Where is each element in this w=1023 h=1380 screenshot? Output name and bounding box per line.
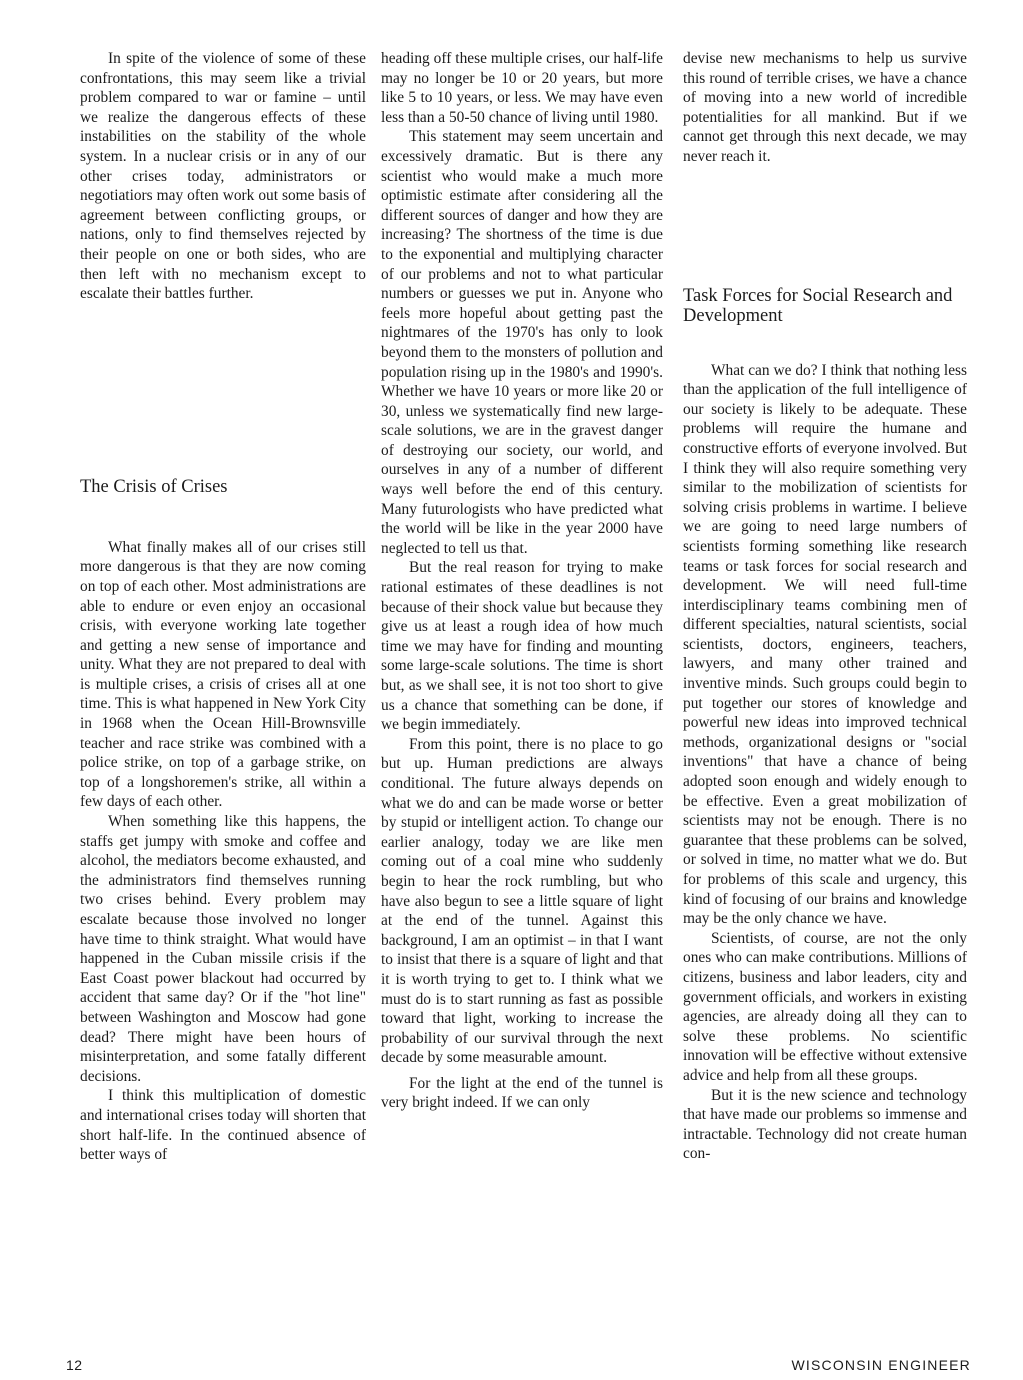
article-column-1 [80, 49, 366, 1165]
section-heading-task-forces: Task Forces for Social Research and Development [683, 285, 953, 326]
page-number: 12 [66, 1357, 83, 1373]
publication-name: WISCONSIN ENGINEER [791, 1357, 971, 1373]
body-paragraph: I think this multiplication of domestic and international crises today will shorten that short half-life. In the continued absence of better ways of [80, 1087, 366, 1164]
body-paragraph: When something like this happens, the staffs get jumpy with smoke and coffee and alcohol, the mediators become exhausted, and the administrators find themselves running two crises behind. Every problem may escalate because those involved no longer have time to think straight. What would have happened in the Cuban missile crisis if the East Coast power blackout had occurred by accident that same day? Or if the "hot line" between Washington and Moscow had gone dead? There might have been hours of misinterpretation, and some fatally different decisions. [80, 813, 366, 1085]
body-paragraph: heading off these multiple crises, our half-life may no longer be 10 or 20 years, but more like 5 to 10 years, or less. We may have even less than a 50-50 chance of living until 1980. [381, 50, 663, 126]
body-paragraph: Scientists, of course, are not the only ones who can make contributions. Millions of citizens, business and labor leaders, city and government officials, and workers in existing agencies, are already doing all they can to solve these problems. No scientific innovation will be effective without extensive advice and help from all these groups. [683, 929, 967, 1084]
body-paragraph: But the real reason for trying to make rational estimates of these deadlines is not because of their shock value but because they give us at least a rough idea of how much time we may have for finding and mounting some large-scale solutions. The time is short but, as we shall see, it is not too short to give us a chance that something can be done, if we begin immediately. [381, 559, 663, 734]
body-paragraph: In spite of the violence of some of these confrontations, this may seem like a trivial problem compared to war or famine – until we realize the dangerous effects of these instabilities on the stability of the whole system. In a nuclear crisis or in any of our other crises today, administrators or negotiatiors may often work out some basis of agreement between conflicting groups, or nations, only to find themselves rejected by their people on one or both sides, who are then left with no mechanism except to escalate their battles further. [80, 50, 366, 303]
article-column-3 [683, 49, 967, 1164]
body-paragraph: This statement may seem uncertain and excessively dramatic. But is there any scientist who would make a much more optimistic estimate after considering all the different sources of danger and how they are increasing? The shortness of the time is due to the exponential and multiplying character of our problems and not to what particular numbers or guesses we put in. Anyone who feels more hopeful about getting past the nightmares of the 1970's has only to look beyond them to the monsters of pollution and population rising up in the 1980's and 1990's. Whether we have 10 years or more like 20 or 30, unless we systematically find new large-scale solutions, we are in the gravest danger of destroying our society, our world, and ourselves in any of a number of different ways well before the end of this century. Many futurologists who have predicted what the world will be like in the year 2000 have neglected to tell us that. [381, 128, 663, 557]
body-paragraph: What finally makes all of our crises still more dangerous is that they are now coming on top of each other. Most administrations are able to endure or even enjoy an occasional crisis, with everyone working late together and getting a new sense of importance and unity. What they are not prepared to deal with is multiple crises, a crisis of crises all at one time. This is what happened in New York City in 1968 when the Ocean Hill-Brownsville teacher and race strike was combined with a police strike, on top of a garbage strike, on top of a longshoremen's strike, all within a few days of each other. [80, 538, 366, 811]
body-paragraph: What can we do? I think that nothing less than the application of the full intelligence of our society is likely to be adequate. These problems will require the humane and constructive efforts of everyone involved. But I think they will also require something very similar to the mobilization of scientists for solving crisis problems in wartime. I believe we are going to need large numbers of scientists forming something like research teams or task forces for social research and development. We will need full-time interdisciplinary teams combining men of different specialties, natural scientists, social scientists, doctors, engineers, teachers, lawyers, and many other trained and inventive minds. Such groups could begin to put together our stores of knowledge and powerful new ideas into improved technical methods, organizational designs or "social inventions" that have a chance of being adopted soon enough and widely enough to be effective. Even a great mobilization of scientists may not be enough. There is no guarantee that these problems can be solved, or solved in time, no matter what we do. But for problems of this scale and urgency, this kind of focusing of our brains and knowledge may be the only chance we have. [683, 361, 967, 928]
section-heading-crisis-of-crises: The Crisis of Crises [80, 476, 228, 497]
body-paragraph: But it is the new science and technology that have made our problems so immense and intractable. Technology did not create human con- [683, 1086, 967, 1163]
article-column-2 [381, 49, 663, 1113]
body-paragraph: devise new mechanisms to help us survive this round of terrible crises, we have a chance of moving into a new world of incredible potentialities for all mankind. But if we cannot get through this next decade, we may never reach it. [683, 50, 967, 165]
body-paragraph: For the light at the end of the tunnel is very bright indeed. If we can only [381, 1074, 663, 1112]
body-paragraph: From this point, there is no place to go but up. Human predictions are always conditional. The future always depends on what we do and can be made worse or better by stupid or intelligent action. To change our earlier analogy, today we are like men coming out of a coal mine who suddenly begin to hear the rock rumbling, but who have also begun to see a little square of light at the end of the tunnel. Against this background, I am an optimist – in that I want to insist that there is a square of light and that it is worth trying to get to. I think what we must do is to start running as fast as possible toward that light, working to increase the probability of our survival through the next decade by some measurable amount. [381, 735, 663, 1067]
